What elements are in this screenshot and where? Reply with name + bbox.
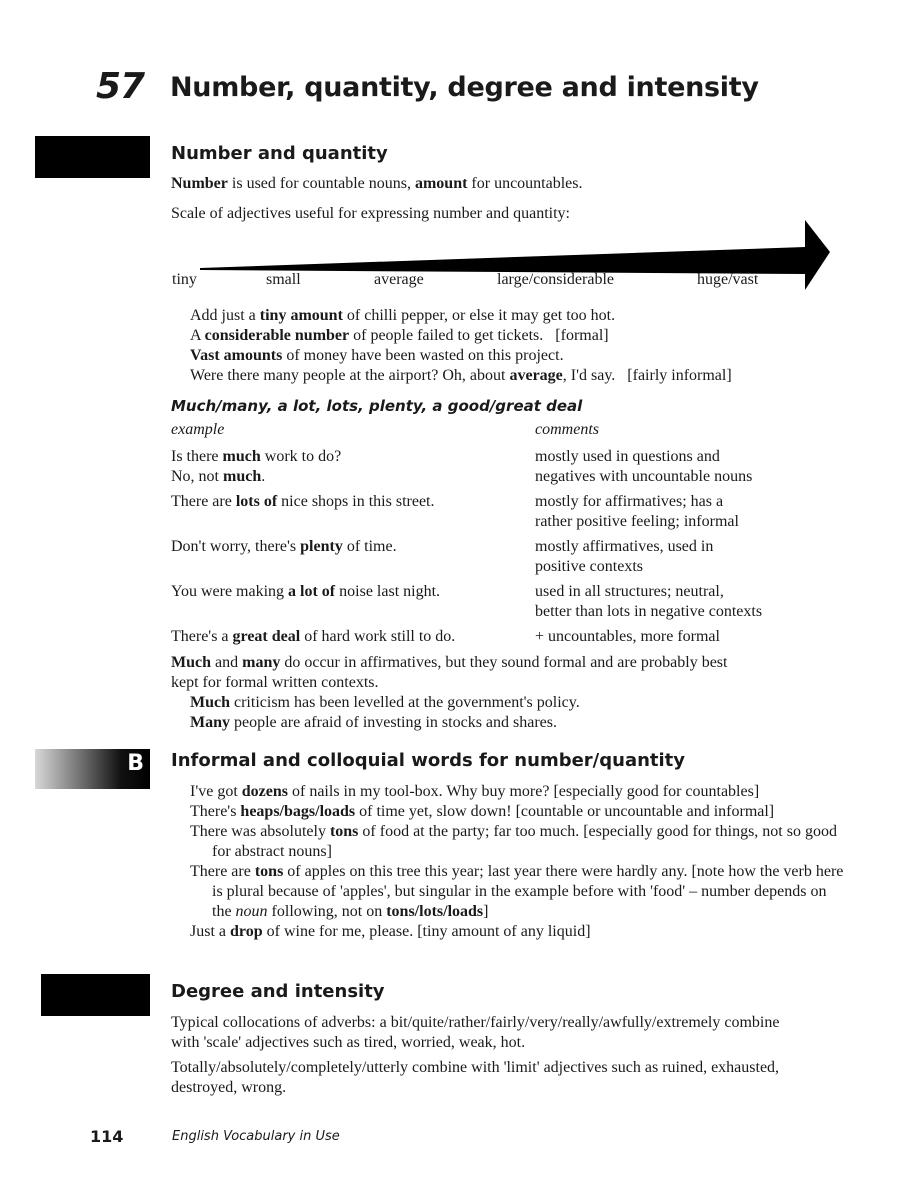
table-row-example: Don't worry, there's plenty of time.: [171, 538, 397, 555]
list-item: There are tons of apples on this tree this year; last year there were hardly any. [note how the verb here is plural because of 'apples', but singular in the example before with 'food' – number depends on the noun following, not on tons/lots/loads]: [190, 863, 844, 920]
scale-example: Were there many people at the airport? Oh, about average, I'd say. [fairly informal]: [190, 367, 732, 384]
table-heading: Much/many, a lot, lots, plenty, a good/great deal: [171, 397, 583, 415]
section-b-tab: [35, 749, 150, 789]
section-a-heading: Number and quantity: [171, 143, 388, 164]
table-row-comment: mostly affirmatives, used in positive contexts: [535, 538, 714, 575]
list-item: Just a drop of wine for me, please. [tiny amount of any liquid]: [190, 923, 591, 940]
list-item: There was absolutely tons of food at the party; far too much. [especially good for things, not so good for abstract nouns]: [190, 823, 837, 860]
section-c-paragraph-2: Totally/absolutely/completely/utterly combine with 'limit' adjectives such as ruined, exhausted, destroyed, wrong.: [171, 1059, 780, 1096]
column-header-example: example: [171, 421, 225, 438]
scale-example: A considerable number of people failed to get tickets. [formal]: [190, 327, 609, 344]
scale-examples: [190, 306, 840, 386]
usage-note: Much and many do occur in affirmatives, but they sound formal and are probably best kept for formal written contexts. Much criticism has been levelled at the government's policy. Many people are afraid of investing in stocks and shares.: [171, 653, 831, 733]
usage-note-example: Much criticism has been levelled at the government's policy.: [190, 694, 580, 711]
scale-label-average: average: [374, 271, 424, 288]
table-row-example: There are lots of nice shops in this street.: [171, 493, 435, 510]
unit-number: 57: [96, 66, 145, 107]
book-title: English Vocabulary in Use: [172, 1129, 340, 1144]
scale-label-tiny: tiny: [172, 271, 197, 288]
unit-title: Number, quantity, degree and intensity: [170, 72, 759, 103]
section-b-heading: Informal and colloquial words for number/quantity: [171, 750, 686, 771]
section-c-tab: [41, 974, 150, 1016]
table-row-comment: + uncountables, more formal: [535, 628, 720, 645]
section-a-intro-2: Scale of adjectives useful for expressing number and quantity:: [171, 205, 570, 222]
scale-label-large: large/considerable: [497, 271, 614, 288]
usage-note-example: Many people are afraid of investing in stocks and shares.: [190, 714, 558, 731]
table-row-comment: mostly used in questions and negatives with uncountable nouns: [535, 448, 753, 485]
section-a-tab: [35, 136, 150, 178]
scale-example: Vast amounts of money have been wasted on this project.: [190, 347, 564, 364]
scale-label-huge: huge/vast: [697, 271, 759, 288]
table-row-comment: mostly for affirmatives; has a rather positive feeling; informal: [535, 493, 739, 530]
section-b-examples: [190, 782, 850, 942]
section-a-intro-1: Number is used for countable nouns, amount for uncountables.: [171, 175, 583, 192]
table-row-example: You were making a lot of noise last night.: [171, 583, 441, 600]
scale-label-small: small: [266, 271, 301, 288]
section-c-heading: Degree and intensity: [171, 981, 385, 1002]
column-header-comments: comments: [535, 421, 599, 438]
section-c-paragraph-1: Typical collocations of adverbs: a bit/quite/rather/fairly/very/really/awfully/extremely combine with 'scale' adjectives such as tired, worried, weak, hot.: [171, 1014, 780, 1051]
scale-example: Add just a tiny amount of chilli pepper, or else it may get too hot.: [190, 307, 616, 324]
scale-labels: [0, 271, 900, 293]
section-b-tab-label: B: [127, 751, 144, 776]
table-row-example: Is there much work to do? No, not much.: [171, 448, 342, 485]
list-item: I've got dozens of nails in my tool-box. Why buy more? [especially good for countables]: [190, 783, 760, 800]
table-row-example: There's a great deal of hard work still to do.: [171, 628, 456, 645]
table-row-comment: used in all structures; neutral, better than lots in negative contexts: [535, 583, 763, 620]
page-number: 114: [90, 1127, 124, 1146]
list-item: There's heaps/bags/loads of time yet, slow down! [countable or uncountable and informal]: [190, 803, 775, 820]
